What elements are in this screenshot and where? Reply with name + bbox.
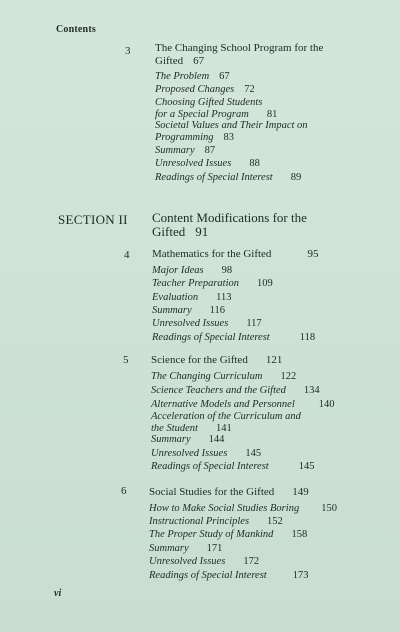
section-2-page: 91: [195, 224, 209, 239]
toc-entry: Acceleration of the Curriculum and the Student 141: [151, 411, 301, 434]
toc-entry: Summary 144: [151, 434, 225, 445]
toc-entry: Unresolved Issues 172: [149, 556, 260, 567]
toc-entry: Unresolved Issues 88: [155, 158, 260, 169]
toc-entry: How to Make Social Studies Boring 150: [149, 503, 337, 514]
toc-entry: Readings of Special Interest 118: [152, 332, 316, 343]
chapter-5-number: 5: [123, 354, 129, 366]
chapter-6-page: 149: [292, 486, 309, 498]
toc-entry: Evaluation 113: [152, 292, 232, 303]
page-number-footer: vi: [54, 588, 62, 599]
chapter-6-number: 6: [121, 485, 127, 497]
section-2-title: Content Modifications for the Gifted 91: [152, 210, 307, 239]
toc-entry: Summary 116: [152, 305, 226, 316]
toc-entry: Choosing Gifted Students for a Special Program 81: [155, 97, 278, 120]
chapter-3-title-line1: The Changing School Program for the: [155, 42, 324, 54]
toc-entry: Major Ideas 98: [152, 265, 233, 276]
chapter-3-title-line2: Gifted 67: [155, 55, 205, 67]
chapter-4-number: 4: [124, 249, 130, 261]
chapter-3-number: 3: [125, 45, 131, 57]
page-header: Contents: [56, 24, 96, 35]
toc-entry: Summary 171: [149, 543, 223, 554]
chapter-3-title: [155, 42, 323, 68]
toc-entry: Alternative Models and Personnel 140: [151, 399, 335, 410]
toc-entry: The Changing Curriculum 122: [151, 371, 297, 382]
chapter-4-page: 95: [307, 248, 319, 260]
toc-entry: Readings of Special Interest 145: [151, 461, 315, 472]
chapter-3-page: 67: [193, 55, 205, 67]
chapter-6-title: Social Studies for the Gifted 149: [149, 486, 309, 498]
section-2-label: SECTION II: [58, 212, 128, 227]
chapter-5-page: 121: [265, 354, 283, 366]
toc-entry: Readings of Special Interest 89: [155, 172, 302, 183]
toc-entry: Societal Values and Their Impact on Programming 83: [155, 120, 308, 143]
toc-entry: Summary 87: [155, 145, 216, 156]
toc-entry: The Problem 67: [155, 71, 230, 82]
toc-entry: Readings of Special Interest 173: [149, 570, 309, 581]
chapter-5-title: Science for the Gifted 121: [151, 354, 283, 366]
toc-entry: Instructional Principles 152: [149, 516, 283, 527]
toc-entry: Unresolved Issues 117: [152, 318, 262, 329]
toc-entry: The Proper Study of Mankind 158: [149, 529, 308, 540]
chapter-4-title: Mathematics for the Gifted 95: [152, 248, 319, 260]
toc-entry: Teacher Preparation 109: [152, 278, 273, 289]
toc-entry: Proposed Changes 72: [155, 84, 255, 95]
toc-entry: Science Teachers and the Gifted 134: [151, 385, 320, 396]
toc-entry: Unresolved Issues 145: [151, 448, 262, 459]
